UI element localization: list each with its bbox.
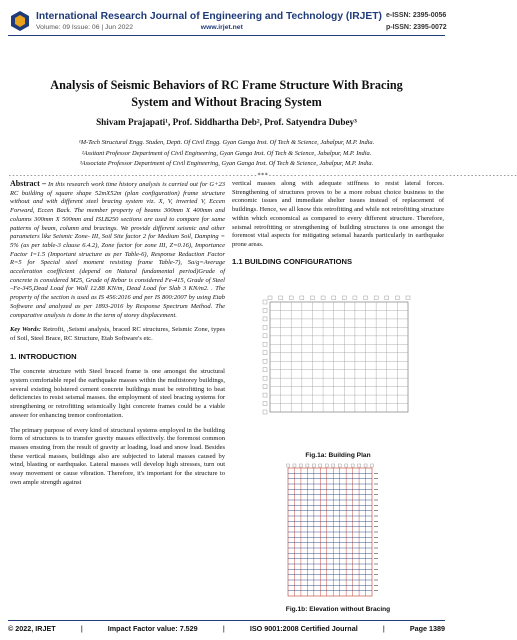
plan-outline [270, 302, 408, 412]
plan-axis-bubble [406, 296, 410, 300]
affiliation-2: ²Assitant Professor Department of Civil Engineering, Gyan Ganga Inst. Of Tech & Science, Jabalpur, M.P. India. [81, 149, 372, 157]
plan-axis-bubble [310, 296, 314, 300]
plan-axis-bubble [374, 296, 378, 300]
elevation-axis-bubble [306, 464, 309, 467]
footer-divider [8, 620, 445, 621]
affiliation-3: ³Associate Professor Department of Civil Engineering, Gyan Ganga Inst. Of Tech & Science, Jabalpur, M.P. India. [79, 160, 374, 167]
fig1b-caption: Fig.1b: Elevation without Bracing [285, 606, 391, 613]
plan-grid [263, 296, 410, 414]
abstract-label: Abstract – [10, 179, 47, 188]
plan-axis-bubble [263, 334, 267, 338]
pissn: p-ISSN: 2395-0072 [386, 24, 447, 31]
plan-axis-bubble [268, 296, 272, 300]
footer-copyright: © 2022, IRJET [8, 624, 56, 633]
page-footer: © 2022, IRJET | Impact Factor value: 7.529 | ISO 9001:2008 Certified Journal | Page 1389 [8, 624, 445, 633]
paper-title-line1: Analysis of Seismic Behaviors of RC Frame Structure With Bracing [50, 78, 403, 92]
plan-axis-bubble [263, 385, 267, 389]
elevation-axis-bubble [299, 464, 302, 467]
elevation-axis-bubble [358, 464, 361, 467]
keywords-label: Key Words: [10, 326, 42, 334]
paper-title [20, 77, 433, 111]
elevation-axis-bubble [319, 464, 322, 467]
plan-axis-bubble [321, 296, 325, 300]
plan-axis-bubble [263, 342, 267, 346]
plan-axis-bubble [289, 296, 293, 300]
journal-meta [36, 24, 243, 31]
plan-axis-bubble [263, 308, 267, 312]
plan-axis-bubble [300, 296, 304, 300]
right-column [232, 180, 444, 273]
plan-axis-bubble [263, 359, 267, 363]
footer-impact-factor: Impact Factor value: 7.529 [107, 624, 198, 633]
elevation-axis-bubble [338, 464, 341, 467]
abstract-text: In this research work time history analysis is carried out for G+23 RC building of square shape 52mX52m (plan configuration) frame structure without and with different steel bracing system viz. X, V, inverted V, Eccen Forward, Eccen Back. The member property of beams 300mm X 400mm and columns 300mm X 500mm and ISLB250 sections are used to compare for same patterns of beam, column and bracings. We provide different seismic and other parameters like Seismic Zone- III, Soil Site factor 2 for Medium Soil, Damping = 5% (as per table-3 clause 6.4.2), Zone factor for zone III, Z=0.16), Importance Factor I=1.5 (Important structure as per Table-6), Response Reduction Factor R=5 for Special steel moment resisting frame Table-7), Sa/g=Average acceleration coefficient (depend on Natural fundamental period)Grade of concrete is considered M25, Grade of Rebar is considered Fe-415, Grade of Steel –Fe-345,Dead Load for Wall 12.88 KN/m, Dead Load for Slab 3 KN/m2. . The property of the section is used as IS 456:2016 and per IS 800:2007 by using Etab Software and analyzed as per 1893-2016 by Response Spectrum Method. The comparative analysis is done in the term of storey displacement. [10, 181, 226, 319]
elevation-axis-bubble [371, 464, 374, 467]
introduction-para-3: vertical masses along with adequate stiffness to resist lateral forces. Strengthening of structures proves to be a more robust choice business to the economic issues and immediate shelter issues instead of replacement of buildings. Hence, we all know this retrofitting and while not retrofitting structure within which economical as compared to every different structure. Therefore, seismal retrofitting or strengthening of building structures is one amongst the foremost vital aspects for mitigating seismal hazards particularly in earthquake prone areas. [232, 180, 444, 248]
fig1a-caption: Fig.1a: Building Plan [305, 452, 371, 459]
plan-axis-bubble [279, 296, 283, 300]
elevation-figure [282, 464, 382, 598]
plan-axis-bubble [263, 410, 267, 414]
elevation-axis-bubble [364, 464, 367, 467]
elevation-axis-bubble [332, 464, 335, 467]
paper-title-line2: System and Without Bracing System [131, 95, 322, 109]
plan-axis-bubble [385, 296, 389, 300]
left-column [10, 180, 225, 494]
plan-axis-bubble [353, 296, 357, 300]
plan-axis-bubble [395, 296, 399, 300]
footer-iso: ISO 9001:2008 Certified Journal [249, 624, 358, 633]
elevation-grid [287, 464, 379, 596]
elevation-axis-bubble [325, 464, 328, 467]
plan-axis-bubble [263, 368, 267, 372]
introduction-heading: 1. INTRODUCTION [10, 351, 77, 361]
volume-issue: Volume: 09 Issue: 06 | Jun 2022 [36, 24, 133, 31]
plan-axis-bubble [364, 296, 368, 300]
irjet-logo-icon [10, 10, 30, 32]
section-separator: ---------------------------------------------------------------------***--------------------------------------------------------------------- [8, 172, 517, 179]
plan-axis-bubble [332, 296, 336, 300]
keywords [10, 326, 225, 343]
plan-axis-bubble [263, 402, 267, 406]
elevation-axis-bubble [287, 464, 290, 467]
building-config-heading: 1.1 BUILDING CONFIGURATIONS [232, 256, 353, 266]
elevation-axis-bubble [345, 464, 348, 467]
introduction-para-2: The primary purpose of every kind of structural systems employed in the building form of structures is to transfer gravity masses effectively. the foremost common masses ensuing from the result of gravity ar loading, load and snow load. Besides these vertical masses, buildings also are subjected to lateral masses caused by wind, blasting or earthquake. Lateral masses will develop high stresses, turn out sway movement or cause vibration. Therefore, it's important for the structure to own ample strength against [10, 426, 225, 486]
plan-axis-bubble [263, 351, 267, 355]
plan-axis-bubble [263, 317, 267, 321]
plan-axis-bubble [263, 325, 267, 329]
plan-axis-bubble [263, 393, 267, 397]
journal-name: International Research Journal of Engineering and Technology (IRJET) [36, 11, 382, 22]
plan-axis-bubble [263, 300, 267, 304]
elevation-axis-bubble [312, 464, 315, 467]
plan-axis-bubble [342, 296, 346, 300]
paper-authors: Shivam Prajapati¹, Prof. Siddhartha Deb², Prof. Satyendra Dubey³ [96, 117, 357, 127]
introduction-para-1: The concrete structure with Steel braced frame is one amongst the structural system comfortable repel the earthquake masses within the multistorey buildings, several existing bolstered cement concrete buildings must be retrofitting to beat deficiencies to resist seismal masses. the employment of steel bracing systems for strengthening or retrofitting seismically light concrete frames could be a viable answer for enhancing tremor confrontation. [10, 368, 225, 419]
footer-page-number: Page 1389 [409, 624, 445, 633]
building-plan-figure [262, 296, 412, 414]
abstract [10, 180, 225, 320]
affiliation-1: ¹M-Tech Structural Engg. Studen, Deptt. Of Civil Engg. Gyan Ganga Inst. Of Tech & Science, Jabalpur, M.P. India. [78, 139, 375, 146]
elevation-axis-bubble [293, 464, 296, 467]
header-divider [8, 35, 445, 36]
elevation-axis-bubble [351, 464, 354, 467]
affiliations [20, 138, 433, 170]
plan-axis-bubble [263, 376, 267, 380]
journal-website[interactable]: www.irjet.net [200, 24, 243, 31]
keywords-text: Retrofit, ,Seismi analysis, braced RC structures, Seismic Zone, types of Soil, Steel Brace, RC Structure, Etab Software's etc. [10, 326, 226, 342]
eissn: e-ISSN: 2395-0056 [386, 12, 447, 19]
